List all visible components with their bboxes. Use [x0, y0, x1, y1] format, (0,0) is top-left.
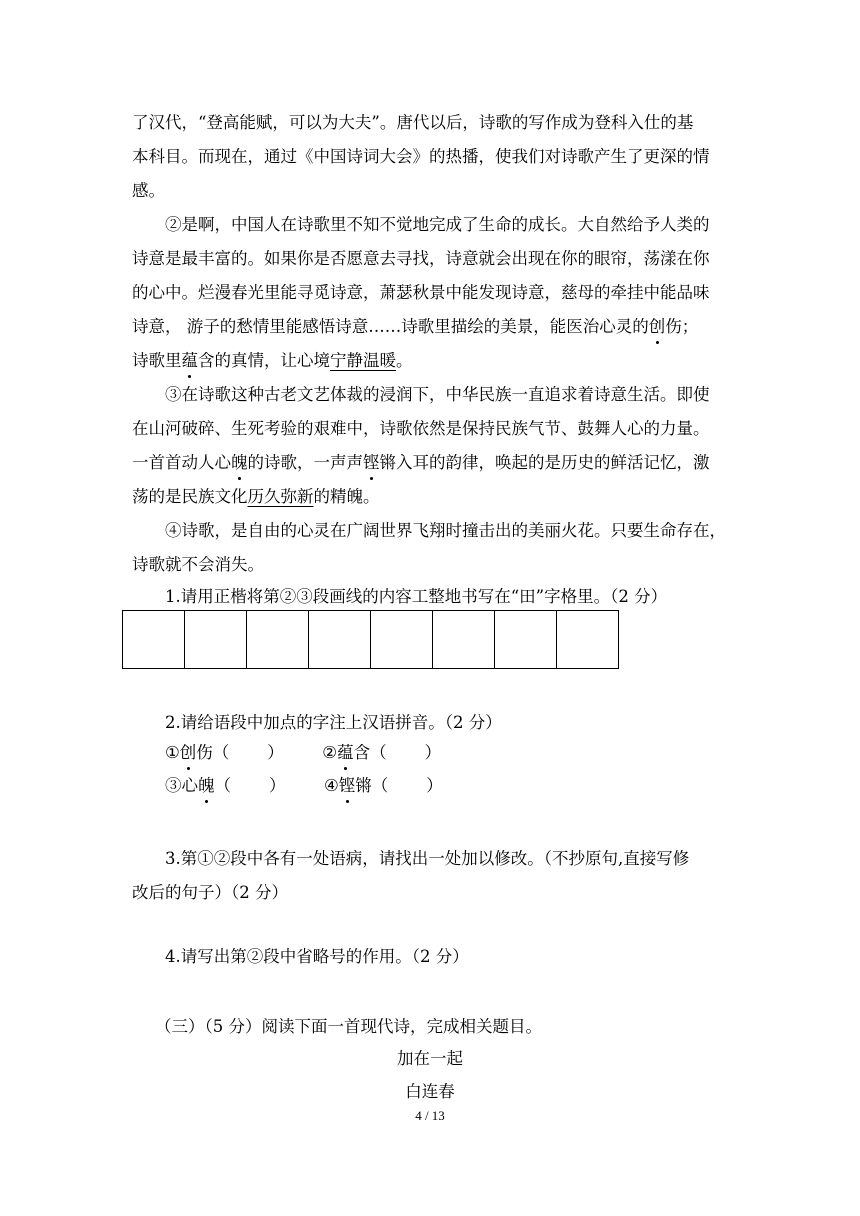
question-3: 改后的句子）（2 分） [132, 883, 288, 902]
text-run: 诗意， 游子的愁情里能感悟诗意……诗歌里描绘的美景，能医治心灵的 [132, 317, 649, 336]
pinyin-item: ②蕴含（ ） [322, 743, 441, 762]
question-1: 1.请用正楷将第②③段画线的内容工整地书写在“田”字格里。（2 分） [165, 587, 668, 606]
section-heading: （三）（5 分）阅读下面一首现代诗，完成相关题目。 [155, 1017, 542, 1036]
paragraph-3-line: ③在诗歌这种古老文艺体裁的浸润下，中华民族一直追求着诗意生活。即使 [165, 385, 710, 404]
text-run: 一首首动人心 [132, 453, 231, 472]
writing-cell[interactable] [122, 610, 185, 669]
pinyin-item: ③心魄（ ） [165, 776, 286, 795]
poem-title: 加在一起 [397, 1049, 463, 1068]
text-run: 荡的是民族文化 [132, 487, 248, 506]
question-2: 2.请给语段中加点的字注上汉语拼音。（2 分） [165, 713, 502, 732]
text-run: 的诗歌，一声声 [247, 453, 363, 472]
text-run: 诗歌里 [132, 351, 182, 370]
tianzige-grid [122, 610, 619, 669]
underlined-phrase: 历久弥新 [247, 487, 314, 506]
pinyin-row [165, 741, 441, 765]
paragraph-3-line [132, 485, 380, 509]
writing-cell[interactable] [556, 610, 619, 669]
paragraph-2-line [132, 315, 698, 339]
text-run: 。 [396, 351, 413, 370]
paragraph-2-line: 诗意是最丰富的。如果你是否愿意去寻找，诗意就会出现在你的眼帘，荡漾在你 [132, 249, 710, 268]
paragraph-1-line: 本科目。而现在，通过《中国诗词大会》的热播，使我们对诗歌产生了更深的情 [132, 147, 710, 166]
writing-cell[interactable] [246, 610, 309, 669]
text-run: 含的真情，让心境 [198, 351, 330, 370]
dotted-char: 蕴 [182, 349, 199, 373]
underlined-phrase: 宁静温暖 [330, 351, 396, 370]
question-4: 4.请写出第②段中省略号的作用。（2 分） [165, 947, 469, 966]
paragraph-3-line: 在山河破碎、生死考验的艰难中，诗歌依然是保持民族气节、鼓舞人心的力量。 [132, 419, 710, 438]
text-run: 的精魄。 [313, 487, 380, 506]
paragraph-2-line [132, 349, 413, 373]
dotted-char: 魄 [231, 451, 248, 475]
text-run: 锵入耳的韵律，唤起的是历史的鲜活记忆，激 [379, 453, 710, 472]
paragraph-3-line [132, 451, 710, 475]
writing-cell[interactable] [432, 610, 495, 669]
writing-cell[interactable] [370, 610, 433, 669]
pinyin-item: ④铿锵（ ） [324, 776, 443, 795]
paragraph-4-line: 诗歌就不会消失。 [132, 555, 264, 574]
writing-cell[interactable] [494, 610, 557, 669]
paragraph-2-line: ②是啊，中国人在诗歌里不知不觉地完成了生命的成长。大自然给予人类的 [165, 215, 710, 234]
writing-cell[interactable] [308, 610, 371, 669]
pinyin-item: ①创伤（ ） [165, 743, 284, 762]
question-3: 3.第①②段中各有一处语病，请找出一处加以修改。（不抄原句,直接写修 [165, 849, 690, 868]
paragraph-1-line: 感。 [132, 181, 165, 200]
dotted-char: 铿 [363, 451, 380, 475]
text-run: 伤； [665, 317, 699, 336]
paragraph-1-line: 了汉代，“登高能赋，可以为大夫”。唐代以后，诗歌的写作成为登科入仕的基 [132, 113, 694, 132]
page-number: 4 / 13 [415, 1108, 445, 1123]
writing-cell[interactable] [184, 610, 247, 669]
poem-author: 白连春 [405, 1082, 455, 1101]
paragraph-2-line: 的心中。烂漫春光里能寻觅诗意，萧瑟秋景中能发现诗意，慈母的牵挂中能品味 [132, 283, 710, 302]
pinyin-row [165, 774, 443, 798]
dotted-char: 创 [649, 315, 666, 339]
paragraph-4-line: ④诗歌，是自由的心灵在广阔世界飞翔时撞击出的美丽火花。只要生命存在， [165, 521, 726, 540]
